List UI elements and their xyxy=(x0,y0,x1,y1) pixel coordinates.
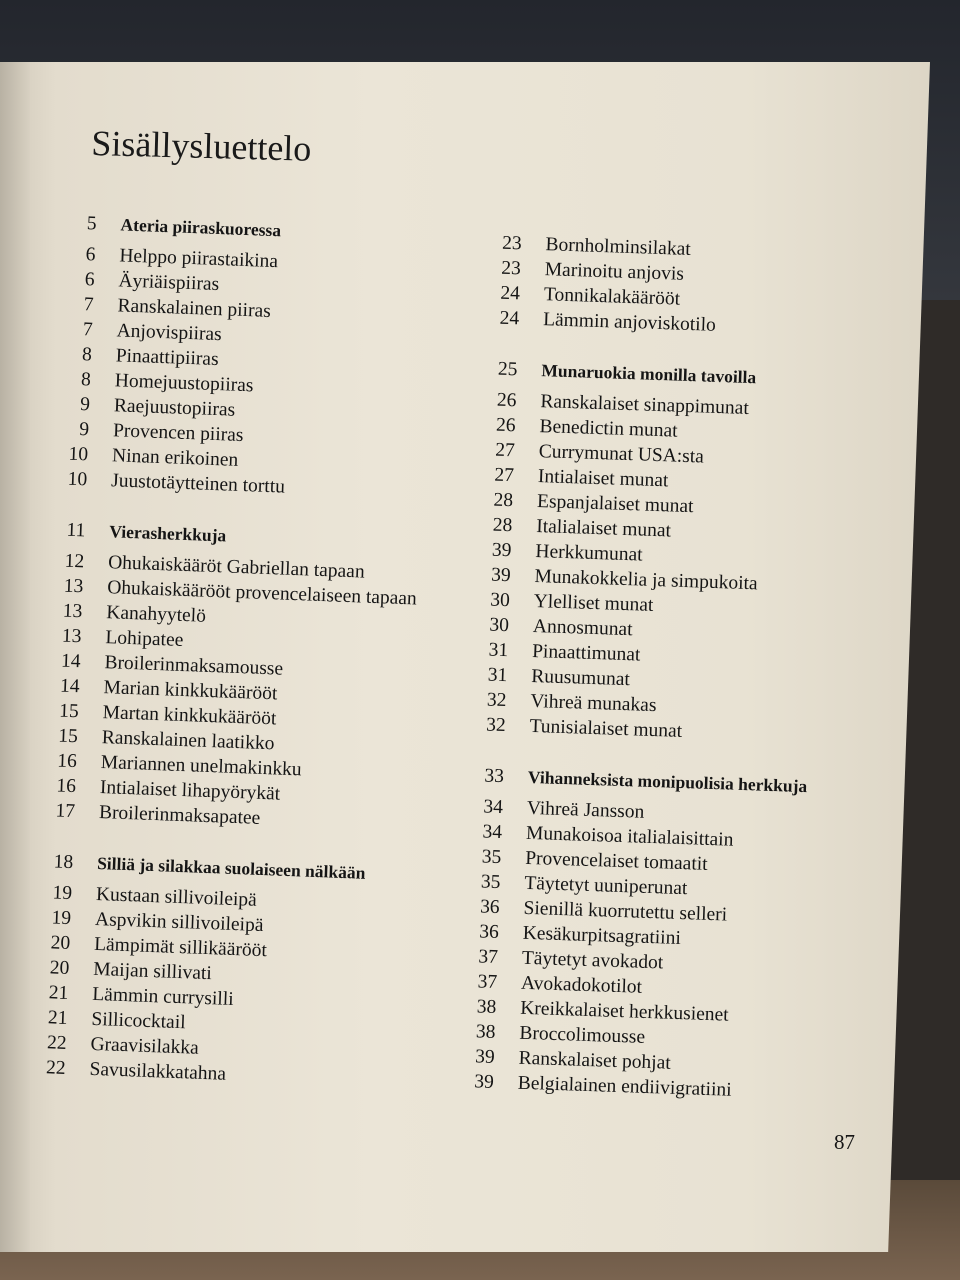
toc-title: Äyriäispiiras xyxy=(118,270,220,296)
toc-title: Anjovispiiras xyxy=(116,320,223,346)
toc-title: Juustotäytteinen torttu xyxy=(110,470,286,498)
toc-title: Marinoitu anjovis xyxy=(544,259,685,285)
toc-title: Lämpimät sillikäärööt xyxy=(93,933,268,962)
toc-title: Täytetyt avokadot xyxy=(521,947,664,974)
toc-title: Herkkumunat xyxy=(535,541,643,566)
toc-page-number: 31 xyxy=(487,664,508,687)
page-title: Sisällysluettelo xyxy=(90,122,312,169)
toc-page-number: 27 xyxy=(494,464,515,487)
toc-page-number: 6 xyxy=(85,244,96,266)
toc-title: Ruusumunat xyxy=(530,665,631,691)
toc-title: Vihreä Jansson xyxy=(526,797,645,823)
toc-title: Lohipatee xyxy=(105,627,184,651)
toc-page-number: 23 xyxy=(501,232,522,255)
toc-page-number: 39 xyxy=(491,539,512,562)
toc-title: Sienillä kuorrutettu selleri xyxy=(523,897,728,926)
toc-right-column xyxy=(451,232,825,1107)
toc-page-number: 28 xyxy=(492,514,513,537)
toc-title: Espanjalaiset munat xyxy=(536,491,694,518)
toc-title: Kesäkurpitsagratiini xyxy=(522,922,682,950)
toc-page-number: 6 xyxy=(84,269,95,291)
toc-title: Martan kinkkukäärööt xyxy=(102,702,277,730)
toc-page-number: 38 xyxy=(476,996,497,1018)
toc-page-number: 25 xyxy=(497,358,518,381)
toc-title: Helppo piirastaikina xyxy=(119,245,279,273)
toc-title: Ninan erikoinen xyxy=(111,445,239,471)
toc-title: Vierasherkkuja xyxy=(108,521,227,546)
toc-page-number: 10 xyxy=(67,468,88,491)
toc-title: Munakoisoa italialaisittain xyxy=(525,822,734,851)
toc-page-number: 23 xyxy=(500,257,522,280)
toc-title: Ranskalainen laatikko xyxy=(101,727,275,755)
toc-title: Kustaan sillivoileipä xyxy=(95,883,258,911)
toc-page-number: 8 xyxy=(81,344,93,366)
toc-title: Avokadokotilot xyxy=(520,972,643,998)
toc-page-number: 39 xyxy=(473,1071,495,1093)
toc-page-number: 7 xyxy=(82,319,94,341)
toc-title: Munaruokia monilla tavoilla xyxy=(541,360,757,388)
toc-title: Bornholminsilakat xyxy=(545,234,692,260)
toc-page-number: 28 xyxy=(493,489,514,512)
toc-title: Täytetyt uuniperunat xyxy=(524,872,688,900)
page-number: 87 xyxy=(834,1130,855,1154)
toc-title: Belgialainen endiivigratiini xyxy=(517,1072,732,1101)
toc-page-number: 31 xyxy=(488,639,509,662)
toc-page-number: 22 xyxy=(46,1032,67,1054)
toc-page-number: 33 xyxy=(484,765,505,788)
toc-page-number: 13 xyxy=(62,600,83,623)
toc-left-column xyxy=(23,212,430,1095)
toc-page-number: 26 xyxy=(495,414,516,437)
toc-page-number: 18 xyxy=(53,851,74,874)
toc-page-number: 5 xyxy=(86,213,97,235)
toc-title: Ranskalaiset pohjat xyxy=(518,1047,672,1074)
toc-title: Kreikkalaiset herkkusienet xyxy=(519,997,729,1026)
toc-page-number: 35 xyxy=(481,846,502,869)
toc-page-number: 36 xyxy=(478,921,500,944)
toc-page-number: 19 xyxy=(51,907,72,930)
toc-page-number: 37 xyxy=(477,971,498,993)
toc-page-number: 37 xyxy=(478,946,499,968)
toc-title: Broilerinmaksamousse xyxy=(104,652,284,680)
toc-title: Maijan sillivati xyxy=(92,958,213,985)
toc-page-number: 14 xyxy=(59,675,81,698)
toc-page-number: 15 xyxy=(58,700,80,723)
toc-title: Aspvikin sillivoileipä xyxy=(94,908,264,937)
toc-title: Benedictin munat xyxy=(539,416,678,442)
toc-page-number: 8 xyxy=(80,369,92,391)
toc-page-number: 27 xyxy=(494,439,516,462)
toc-title: Kanahyytelö xyxy=(105,602,207,627)
toc-title: Provencen piiras xyxy=(112,420,244,447)
toc-title: Ohukaiskäärööt provencelaiseen tapaan xyxy=(106,577,418,610)
toc-page-number: 13 xyxy=(63,575,84,598)
toc-title: Currymunat USA:sta xyxy=(538,441,705,468)
toc-page-number: 24 xyxy=(499,307,520,330)
toc-title: Ranskalaiset sinappimunat xyxy=(540,391,750,420)
toc-title: Pinaattipiiras xyxy=(115,345,219,371)
toc-title: Italialaiset munat xyxy=(535,516,672,542)
toc-title: Vihreä munakas xyxy=(530,690,657,717)
toc-page-number: 30 xyxy=(489,589,511,612)
toc-title: Ylelliset munat xyxy=(533,590,654,616)
toc-title: Broilerinmaksapatee xyxy=(98,802,261,829)
toc-page-number: 39 xyxy=(490,564,511,587)
toc-title: Lämmin anjoviskotilo xyxy=(542,309,717,336)
toc-title: Provencelaiset tomaatit xyxy=(524,847,708,875)
toc-page-number: 39 xyxy=(474,1046,495,1068)
toc-page-number: 24 xyxy=(500,282,521,305)
toc-title: Savusilakkatahna xyxy=(89,1058,227,1085)
toc-title: Ohukaiskääröt Gabriellan tapaan xyxy=(107,552,366,583)
toc-page-number: 7 xyxy=(83,294,95,316)
toc-page-number: 10 xyxy=(68,443,89,466)
toc-page-number: 16 xyxy=(57,750,78,773)
toc-page-number: 38 xyxy=(475,1021,496,1043)
toc-title: Munakokkelia ja simpukoita xyxy=(534,566,758,595)
toc-title: Pinaattimunat xyxy=(531,640,641,666)
toc-page-number: 9 xyxy=(79,394,91,416)
toc-page-number: 9 xyxy=(78,419,90,441)
toc-title: Tunisialaiset munat xyxy=(529,715,683,742)
toc-title: Broccolimousse xyxy=(519,1022,646,1048)
toc-page-number: 15 xyxy=(57,725,79,748)
toc-page-number: 34 xyxy=(483,796,504,819)
toc-page-number: 30 xyxy=(489,614,510,637)
toc-page-number: 32 xyxy=(486,689,507,712)
toc-page-number: 21 xyxy=(48,982,69,1005)
toc-title: Intialaiset munat xyxy=(537,466,669,492)
toc-title: Ranskalainen piiras xyxy=(117,295,272,322)
toc-page-number: 11 xyxy=(66,519,86,542)
toc-page-number: 13 xyxy=(61,625,82,648)
toc-page-number: 20 xyxy=(49,957,70,980)
toc-title: Graavisilakka xyxy=(90,1033,200,1059)
toc-page-number: 26 xyxy=(496,389,517,412)
toc-page-number: 35 xyxy=(480,871,501,894)
toc-title: Vihanneksista monipuolisia herkkuja xyxy=(527,766,808,797)
toc-title: Sillicocktail xyxy=(91,1008,186,1034)
toc-page-number: 17 xyxy=(55,800,76,823)
toc-title: Marian kinkkukäärööt xyxy=(103,677,278,705)
toc-title: Ateria piiraskuoressa xyxy=(120,214,282,241)
toc-title: Lämmin currysilli xyxy=(91,983,235,1011)
toc-page-number: 19 xyxy=(52,882,73,905)
toc-title: Tonnikalakäärööt xyxy=(543,284,681,310)
toc-title: Mariannen unelmakinkku xyxy=(100,752,303,781)
toc-title: Raejuustopiiras xyxy=(113,395,236,421)
toc-page-number: 21 xyxy=(47,1007,68,1029)
toc-page-number: 20 xyxy=(50,932,71,955)
toc-title: Intialaiset lihapyörykät xyxy=(99,777,281,805)
toc-page-number: 12 xyxy=(64,550,85,573)
toc-page-number: 34 xyxy=(482,821,503,844)
toc-page-number: 14 xyxy=(60,650,81,673)
toc-title: Silliä ja silakkaa suolaiseen nälkään xyxy=(96,852,366,883)
toc-title: Annosmunat xyxy=(532,615,633,641)
toc-page-number: 22 xyxy=(45,1057,67,1079)
toc-page-number: 32 xyxy=(485,714,506,737)
toc-title: Homejuustopiiras xyxy=(114,370,254,397)
toc-page-number: 36 xyxy=(479,896,500,919)
toc-page-number: 16 xyxy=(56,775,77,798)
